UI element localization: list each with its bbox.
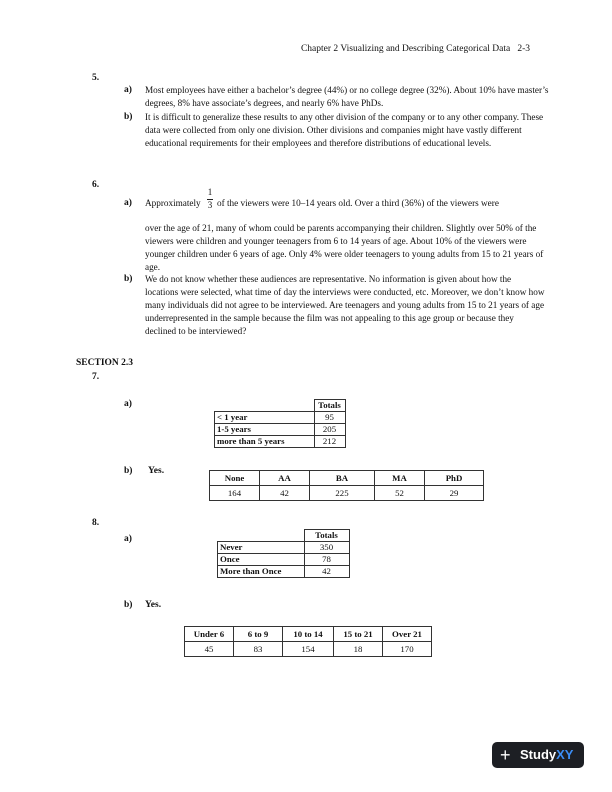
row-label: < 1 year: [215, 412, 315, 424]
page-header: [301, 44, 530, 54]
q8-totals-table: [217, 529, 350, 578]
q5-a-label: a): [124, 85, 132, 95]
table-header-row: [210, 471, 484, 486]
row-label: More than Once: [218, 566, 305, 578]
cell-value: 42: [260, 486, 310, 501]
table-row: [215, 412, 346, 424]
cell-value: 52: [375, 486, 425, 501]
cell-value: 29: [425, 486, 484, 501]
badge-text: [520, 747, 573, 762]
table-row: [215, 424, 346, 436]
fraction-denominator: 3: [207, 200, 213, 210]
question-8-number: 8.: [92, 518, 100, 528]
q6-b-label: b): [124, 274, 133, 284]
row-value: 95: [314, 412, 345, 424]
cell-value: 154: [283, 642, 334, 657]
col-header: PhD: [425, 471, 484, 486]
q8-b-label: b): [124, 600, 133, 610]
row-value: 78: [304, 554, 349, 566]
col-header: Over 21: [383, 627, 432, 642]
q5-b-label: b): [124, 112, 133, 122]
q7-b-label: b): [124, 466, 133, 476]
row-label: 1-5 years: [215, 424, 315, 436]
col-header: None: [210, 471, 260, 486]
q7-a-label: a): [124, 399, 132, 409]
q6-a-text: over the age of 21, many of whom could be parents accompanying their children. Slightly over 50% of the viewers were children and younger teenagers from 6 to 14 years of age. About 10% of the viewers were younger children under 6 years of age. Only 4% were older teenagers to young adults from 15 to 21 years of age.: [145, 223, 544, 272]
q5-b-text: It is difficult to generalize these results to any other division of the company or to any other company. These data were collected from only one division. Other divisions and companies might have vastly different educational requirements for their employees and therefore distributions of educational levels.: [145, 112, 544, 148]
plus-icon: +: [500, 745, 511, 765]
totals-header: Totals: [304, 530, 349, 542]
q5-a-text: Most employees have either a bachelor’s degree (44%) or no college degree (32%). About 10% have master’s degrees, 8% have associate’s degrees, and nearly 6% have PhDs.: [145, 85, 549, 108]
row-label: Never: [218, 542, 305, 554]
q8-age-table: [184, 626, 432, 657]
table-header-row: [215, 400, 346, 412]
question-7-number: 7.: [92, 372, 100, 382]
table-row: [218, 542, 350, 554]
q7-degree-table: [209, 470, 484, 501]
table-row: [215, 436, 346, 448]
question-6-number: 6.: [92, 180, 100, 190]
question-5-number: 5.: [92, 73, 100, 83]
section-title: SECTION 2.3: [76, 358, 134, 368]
badge-text-study: Study: [520, 747, 557, 762]
q6-a-line1: of the viewers were 10–14 years old. Over a third (36%) of the viewers were: [217, 198, 499, 208]
chapter-title: Chapter 2 Visualizing and Describing Categorical Data: [300, 44, 511, 54]
table-row: [218, 566, 350, 578]
col-header: BA: [310, 471, 375, 486]
studyxy-badge[interactable]: [492, 742, 584, 768]
badge-text-xy: XY: [556, 747, 574, 762]
col-header: AA: [260, 471, 310, 486]
q6-b-text: We do not know whether these audiences are representative. No information is given about how the locations were selected, what time of day the interviews were conducted, etc. Moreover, we don’t know how many individuals did not agree to be interviewed. Are teenagers and young adults from 15 to 21 years of age underrepresented in the sample because the film was not appealing to this age group or because they declined to be interviewed?: [145, 274, 545, 336]
table-row: [185, 642, 432, 657]
row-label: Once: [218, 554, 305, 566]
col-header: 10 to 14: [283, 627, 334, 642]
table-header-row: [185, 627, 432, 642]
q7-b-text: Yes.: [148, 466, 165, 476]
table-row: [210, 486, 484, 501]
col-header: Under 6: [185, 627, 234, 642]
row-value: 212: [314, 436, 345, 448]
page-number: 2-3: [517, 44, 530, 54]
col-header: 15 to 21: [334, 627, 383, 642]
cell-value: 164: [210, 486, 260, 501]
row-value: 350: [304, 542, 349, 554]
row-label: more than 5 years: [215, 436, 315, 448]
row-value: 205: [314, 424, 345, 436]
q8-b-text: Yes.: [145, 600, 162, 610]
totals-header: Totals: [314, 400, 345, 412]
row-value: 42: [304, 566, 349, 578]
q8-a-label: a): [124, 534, 132, 544]
q6-a-prefix: Approximately: [145, 198, 201, 208]
cell-value: 45: [185, 642, 234, 657]
fraction-numerator: 1: [207, 187, 213, 197]
cell-value: 225: [310, 486, 375, 501]
q7-totals-table: [214, 399, 346, 448]
col-header: 6 to 9: [234, 627, 283, 642]
cell-value: 18: [334, 642, 383, 657]
table-header-row: [218, 530, 350, 542]
table-row: [218, 554, 350, 566]
col-header: MA: [375, 471, 425, 486]
cell-value: 83: [234, 642, 283, 657]
cell-value: 170: [383, 642, 432, 657]
q6-a-label: a): [124, 198, 132, 208]
